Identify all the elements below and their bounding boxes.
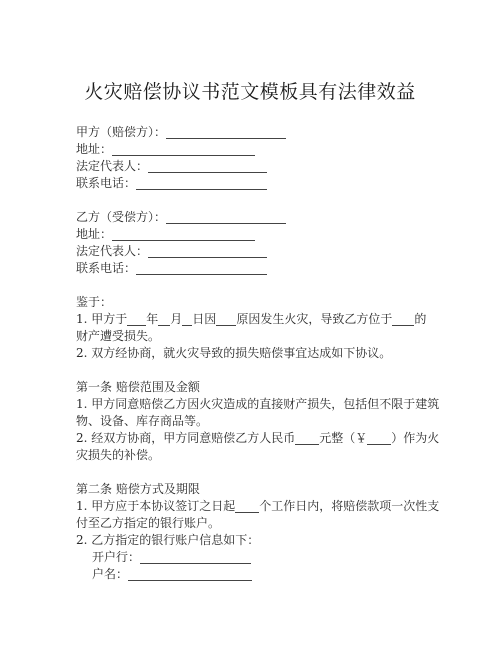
bank-blank [140,551,251,564]
document-title: 火灾赔偿协议书范文模板具有法律效益 [84,81,416,103]
article-2-item-1-line-2: 付至乙方指定的银行账户。 [76,516,221,530]
article-2-item-2: 2. 乙方指定的银行账户信息如下： [76,533,260,547]
party-a-rep-label: 法定代表人： [76,159,149,173]
party-b-phone-line [76,261,267,275]
article-1-item-1-line-1: 1. 甲方同意赔偿乙方因火灾造成的直接财产损失，包括但不限于建筑 [76,397,440,411]
article-2-heading: 第二条 赔偿方式及期限 [76,482,200,496]
bank-line [92,550,251,564]
party-a-phone-label: 联系电话： [76,176,137,190]
article-1-heading: 第一条 赔偿范围及金额 [76,380,200,394]
party-b-rep-blank [148,245,267,258]
party-a-address-line [76,142,255,156]
recital-1-line-1 [76,312,426,326]
article-1-item-2-line-2: 灾损失的补偿。 [76,448,161,462]
recital-1-line-2: 财产遭受损失。 [76,329,161,343]
party-b-address-blank [112,228,255,241]
article-2-item-1-text-b: 个工作日内，将赔偿款项一次性支 [259,499,440,513]
party-a-address-blank [112,143,255,156]
party-b-address-label: 地址： [76,227,113,241]
article-1-item-1-line-2: 物、设备、库存商品等。 [76,414,209,428]
article-1-item-2-text-c: ）作为火 [391,431,440,445]
recitals-intro: 鉴于： [76,295,113,309]
party-a-rep-line [76,159,267,173]
party-b-heading-line [76,210,286,224]
recital-1-text-a: 1. 甲方于 [76,312,128,326]
party-a-rep-blank [148,160,267,173]
party-b-phone-label: 联系电话： [76,261,137,275]
cause-blank [216,313,236,326]
recital-1-text-e: 原因发生火灾，导致乙方位于 [236,312,393,326]
month-blank [158,313,170,326]
recital-1-text-f: 的 [414,312,427,326]
party-b-phone-blank [136,262,267,275]
account-name-line [92,567,252,581]
party-a-phone-blank [136,177,267,190]
recital-1-text-d: 日因 [192,312,217,326]
party-a-label: 甲方（赔偿方）： [76,125,167,139]
amount-figure-blank [367,432,391,445]
article-1-item-2-line-1 [76,431,439,445]
party-b-label: 乙方（受偿方）： [76,210,167,224]
party-b-rep-line [76,244,267,258]
day-blank [182,313,192,326]
account-name-label: 户名： [92,567,129,581]
account-name-blank [128,568,252,581]
bank-label: 开户行： [92,550,141,564]
party-a-phone-line [76,176,267,190]
article-2-item-1-text-a: 1. 甲方应于本协议签订之日起 [76,499,236,513]
party-a-address-label: 地址： [76,142,113,156]
days-blank [235,500,259,513]
article-1-item-2-text-a: 2. 经双方协商，甲方同意赔偿乙方人民币 [76,431,296,445]
amount-words-blank [295,432,319,445]
party-a-heading-line [76,125,286,139]
party-b-address-line [76,227,255,241]
location-blank [392,313,414,326]
recital-2: 2. 双方经协商，就火灾导致的损失赔偿事宜达成如下协议。 [76,346,392,360]
recital-1-text-b: 年 [146,312,159,326]
party-b-blank [166,211,286,224]
recital-1-text-c: 月 [170,312,183,326]
article-2-item-1-line-1 [76,499,439,513]
party-b-rep-label: 法定代表人： [76,244,149,258]
year-blank [127,313,146,326]
article-1-item-2-text-b: 元整（￥ [319,431,368,445]
party-a-blank [166,126,286,139]
